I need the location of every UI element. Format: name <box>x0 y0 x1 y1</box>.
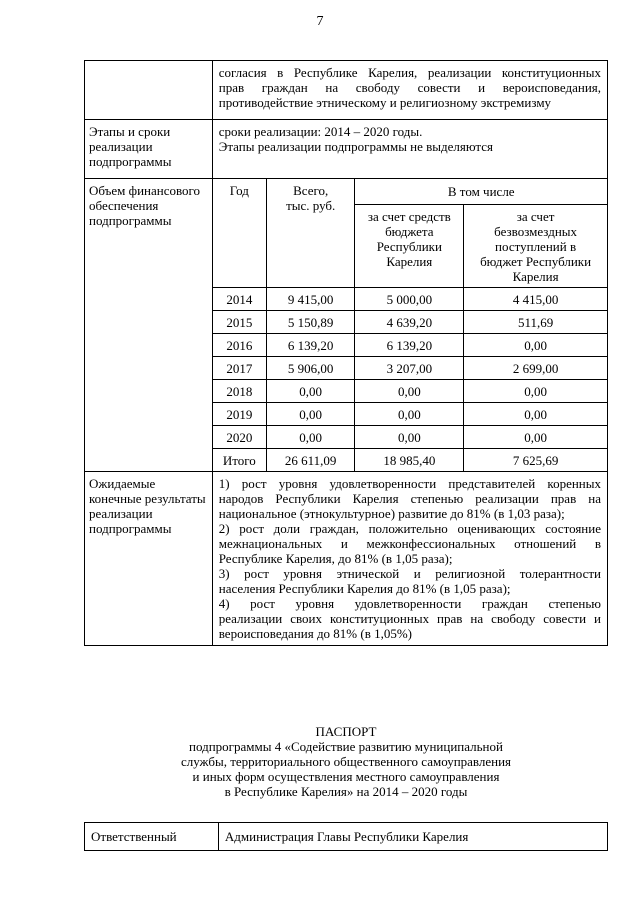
finance-cell <box>212 179 607 472</box>
cell-budget: 5 000,00 <box>355 288 464 311</box>
cell-budget: 3 207,00 <box>355 357 464 380</box>
cell-total: 5 150,89 <box>266 311 355 334</box>
results-line: 2) рост доли граждан, положительно оценивающих состояние <box>218 521 601 536</box>
finance-data-row <box>213 334 607 357</box>
results-line: населения Республики Карелия до 81% (в 1,05 раза); <box>218 581 511 596</box>
col-header-including: В том числе <box>355 179 607 205</box>
cell-free: 2 699,00 <box>464 357 607 380</box>
stages-row <box>85 120 608 179</box>
col-header-year: Год <box>213 179 267 288</box>
cell-total: 9 415,00 <box>266 288 355 311</box>
stages-label: Этапы и сроки реализации подпрограммы <box>85 120 213 179</box>
cell-budget: 4 639,20 <box>355 311 464 334</box>
cell-year: 2020 <box>213 426 267 449</box>
stages-text <box>212 120 607 179</box>
continuation-line: противодействие этническому и религиозному экстремизму <box>218 95 552 110</box>
next-passport-table <box>84 822 608 851</box>
results-line: межнациональных и межконфессиональных отношений в <box>218 536 601 551</box>
results-line: народов Республики Карелия степенью реализации прав на <box>218 491 601 506</box>
cell-budget: 0,00 <box>355 426 464 449</box>
finance-row <box>85 179 608 472</box>
cell-year: Итого <box>213 449 267 472</box>
finance-data-row <box>213 357 607 380</box>
cell-total: 26 611,09 <box>266 449 355 472</box>
responsible-value: Администрация Главы Республики Карелия <box>218 823 607 851</box>
cell-free: 0,00 <box>464 334 607 357</box>
responsible-row <box>85 823 608 851</box>
results-label: Ожидаемые конечные результаты реализации подпрограммы <box>85 472 213 646</box>
passport-title: ПАСПОРТ <box>315 724 377 739</box>
results-line: 3) рост уровня этнической и религиозной толерантности <box>218 566 601 581</box>
finance-data-row <box>213 380 607 403</box>
cell-free: 0,00 <box>464 426 607 449</box>
cell-free: 7 625,69 <box>464 449 607 472</box>
stages-line: сроки реализации: 2014 – 2020 годы. <box>218 124 423 139</box>
results-row <box>85 472 608 646</box>
cell-free: 511,69 <box>464 311 607 334</box>
passport-line: и иных форм осуществления местного самоуправления <box>192 769 500 784</box>
continuation-line: прав граждан на свободу совести и вероисповедания, <box>218 80 601 95</box>
cell-total: 0,00 <box>266 380 355 403</box>
cell-free: 4 415,00 <box>464 288 607 311</box>
cell-year: 2016 <box>213 334 267 357</box>
responsible-label: Ответственный <box>85 823 219 851</box>
cell-year: 2018 <box>213 380 267 403</box>
cell-year: 2014 <box>213 288 267 311</box>
results-line: реализации своих конституционных прав на свободу совести и <box>218 611 601 626</box>
cell-budget: 6 139,20 <box>355 334 464 357</box>
cell-free: 0,00 <box>464 380 607 403</box>
finance-data-row <box>213 403 607 426</box>
col-header-free: за счет безвозмездных поступлений в бюджет Республики Карелия <box>464 205 607 288</box>
results-line: вероисповедания до 81% (в 1,05%) <box>218 626 413 641</box>
cell-free: 0,00 <box>464 403 607 426</box>
continuation-text <box>212 61 607 120</box>
cell-year: 2017 <box>213 357 267 380</box>
finance-total-row <box>213 449 607 472</box>
passport-heading <box>84 724 608 799</box>
cell-total: 5 906,00 <box>266 357 355 380</box>
continuation-line: согласия в Республике Карелия, реализации конституционных <box>218 65 601 80</box>
cell-year: 2015 <box>213 311 267 334</box>
cell-budget: 18 985,40 <box>355 449 464 472</box>
subprogram-passport-table <box>84 60 608 646</box>
results-line: национальное (этнокультурное) развитие до 81% (в 1,03 раза); <box>218 506 565 521</box>
page-number: 7 <box>316 14 324 29</box>
cell-total: 6 139,20 <box>266 334 355 357</box>
cell-year: 2019 <box>213 403 267 426</box>
finance-data-row <box>213 311 607 334</box>
continuation-label-cell <box>85 61 213 120</box>
passport-line: в Республике Карелия» на 2014 – 2020 годы <box>224 784 468 799</box>
continuation-row <box>85 61 608 120</box>
passport-line: подпрограммы 4 «Содействие развитию муниципальной <box>189 739 503 754</box>
col-header-total: Всего, тыс. руб. <box>266 179 355 288</box>
cell-budget: 0,00 <box>355 380 464 403</box>
results-line: 1) рост уровня удовлетворенности представителей коренных <box>218 476 601 491</box>
col-header-budget: за счет средств бюджета Республики Карелия <box>355 205 464 288</box>
passport-line: службы, территориального общественного самоуправления <box>180 754 512 769</box>
finance-data-row <box>213 426 607 449</box>
results-line: 4) рост уровня удовлетворенности граждан степенью <box>218 596 601 611</box>
finance-header-row <box>213 179 607 205</box>
cell-total: 0,00 <box>266 403 355 426</box>
finance-table <box>213 179 607 471</box>
results-text <box>212 472 607 646</box>
finance-label: Объем финансового обеспечения подпрограммы <box>85 179 213 472</box>
cell-total: 0,00 <box>266 426 355 449</box>
cell-budget: 0,00 <box>355 403 464 426</box>
stages-line: Этапы реализации подпрограммы не выделяются <box>218 139 494 154</box>
results-line: Республике Карелия, до 81% (в 1,05 раза); <box>218 551 453 566</box>
finance-data-row <box>213 288 607 311</box>
